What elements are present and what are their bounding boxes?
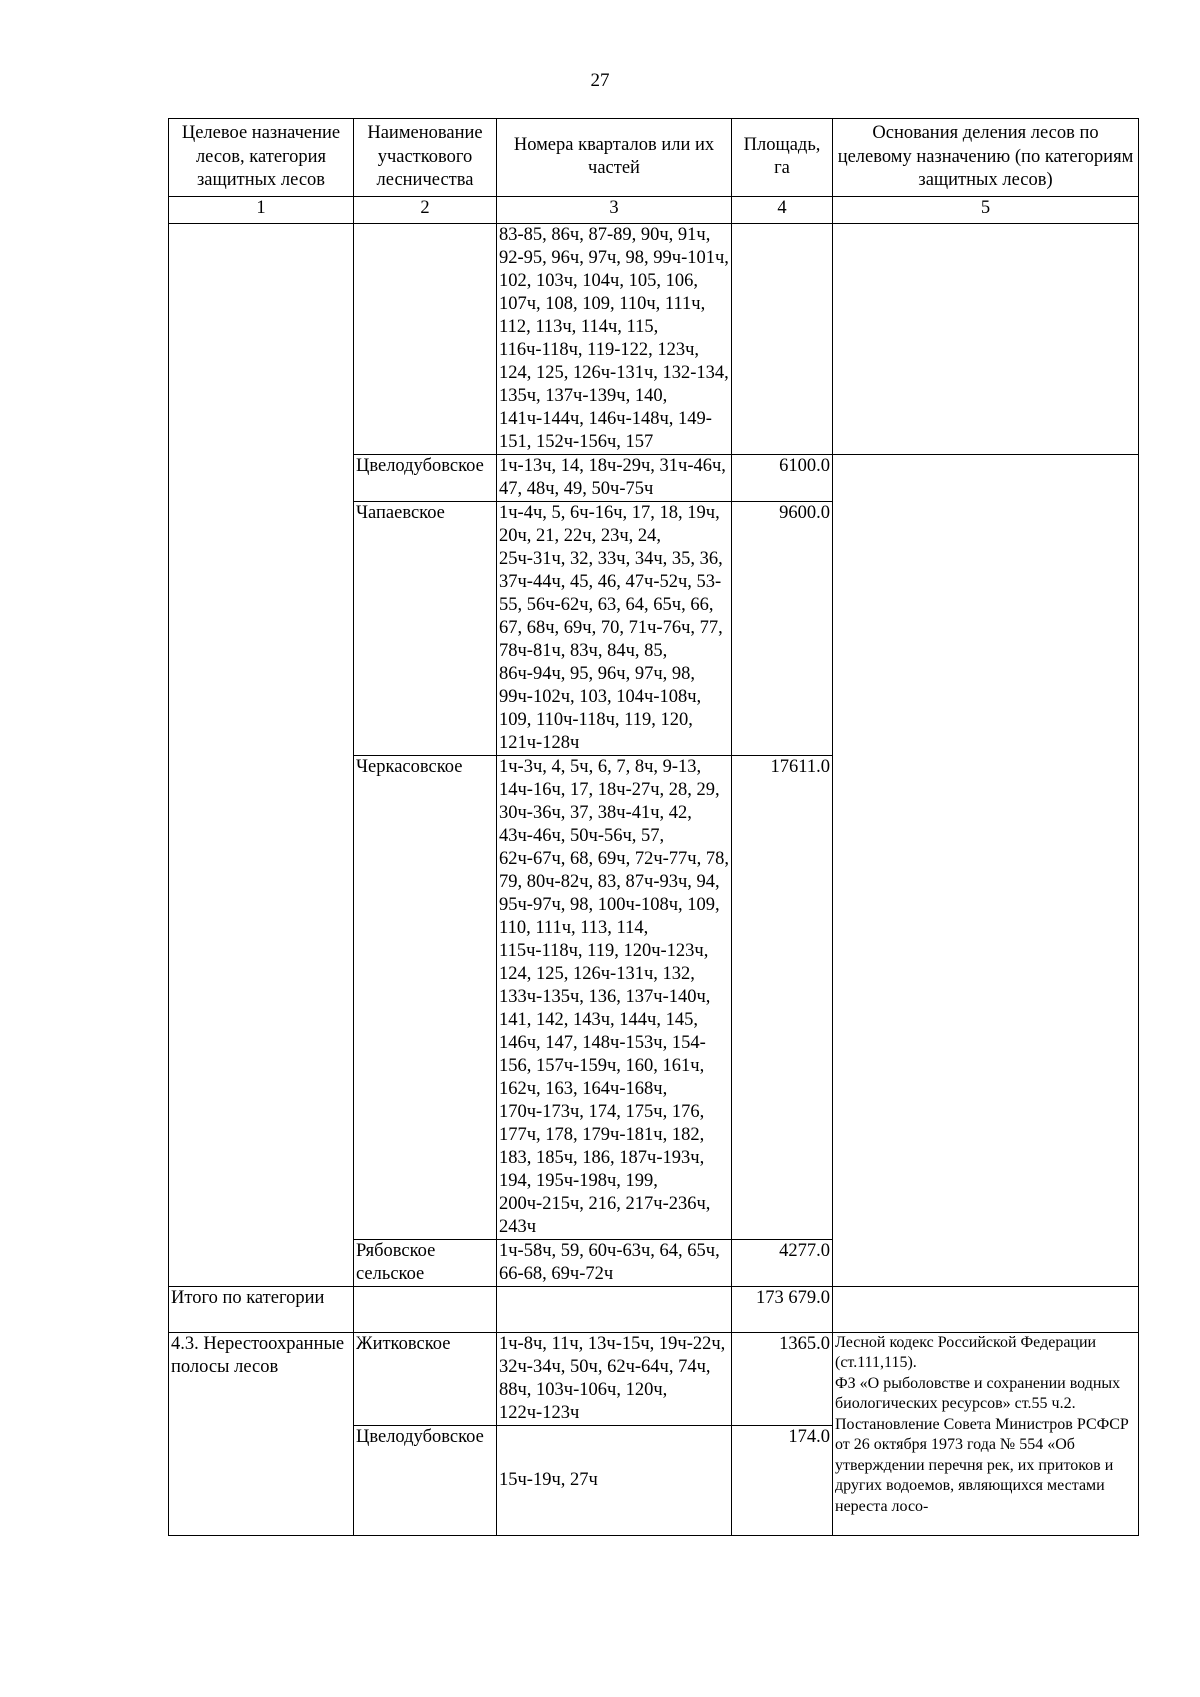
- total-area: 173 679.0: [732, 1286, 833, 1332]
- table-row: [169, 223, 1139, 454]
- quarters-cell: 1ч-8ч, 11ч, 13ч-15ч, 19ч-22ч, 32ч-34ч, 50ч, 62ч-64ч, 74ч, 88ч, 103ч-106ч, 120ч, 122ч-123ч: [497, 1332, 732, 1425]
- header-quarters: Номера кварталов или их частей: [497, 119, 732, 197]
- quarters-cell: [497, 1286, 732, 1332]
- basis-line: Постановление Совета Министров РСФСР от 26 октября 1973 года № 554 «Об утверждении перечня рек, их притоков и других водоемов, являющихся местами нереста лосо-: [835, 1415, 1129, 1515]
- forestry-cell: [354, 1286, 497, 1332]
- total-row: [169, 1286, 1139, 1332]
- area-cell: 17611.0: [732, 755, 833, 1239]
- column-number-row: [169, 196, 1139, 223]
- quarters-cell: 83-85, 86ч, 87-89, 90ч, 91ч, 92-95, 96ч, 97ч, 98, 99ч-101ч, 102, 103ч, 104ч, 105, 106, 107ч, 108, 109, 110ч, 111ч, 112, 113ч, 114ч, 115, 116ч-118ч, 119-122, 123ч, 124, 125, 126ч-131ч, 132-134, 135ч, 137ч-139ч, 140, 141ч-144ч, 146ч-148ч, 149-151, 152ч-156ч, 157: [497, 223, 732, 454]
- quarters-cell: 1ч-3ч, 4, 5ч, 6, 7, 8ч, 9-13, 14ч-16ч, 17, 18ч-27ч, 28, 29, 30ч-36ч, 37, 38ч-41ч, 42, 43ч-46ч, 50ч-56ч, 57, 62ч-67ч, 68, 69ч, 72ч-77ч, 78, 79, 80ч-82ч, 83, 87ч-93ч, 94, 95ч-97ч, 98, 100ч-108ч, 109, 110, 111ч, 113, 114, 115ч-118ч, 119, 120ч-123ч, 124, 125, 126ч-131ч, 132, 133ч-135ч, 136, 137ч-140ч, 141, 142, 143ч, 144ч, 145, 146ч, 147, 148ч-153ч, 154-156, 157ч-159ч, 160, 161ч, 162ч, 163, 164ч-168ч, 170ч-173ч, 174, 175ч, 176, 177ч, 178, 179ч-181ч, 182, 183, 185ч, 186, 187ч-193ч, 194, 195ч-198ч, 199, 200ч-215ч, 216, 217ч-236ч, 243ч: [497, 755, 732, 1239]
- forestry-cell: Житковское: [354, 1332, 497, 1425]
- header-purpose: Целевое назначение лесов, категория защитных лесов: [169, 119, 354, 197]
- basis-cell: [833, 223, 1139, 454]
- quarters-cell: 1ч-13ч, 14, 18ч-29ч, 31ч-46ч, 47, 48ч, 49, 50ч-75ч: [497, 454, 732, 501]
- area-cell: [732, 223, 833, 454]
- basis-cell: [833, 454, 1139, 1286]
- forestry-cell: Цвелодубовское: [354, 454, 497, 501]
- page-number: 27: [590, 70, 610, 91]
- area-cell: 9600.0: [732, 501, 833, 755]
- forestry-cell: Рябовское сельское: [354, 1239, 497, 1286]
- column-number: 4: [732, 196, 833, 223]
- quarters-cell: 1ч-58ч, 59, 60ч-63ч, 64, 65ч, 66-68, 69ч-72ч: [497, 1239, 732, 1286]
- basis-line: ФЗ «О рыболовстве и сохранении водных биологических ресурсов» ст.55 ч.2.: [835, 1374, 1121, 1412]
- area-cell: 174.0: [732, 1425, 833, 1535]
- area-cell: 4277.0: [732, 1239, 833, 1286]
- quarters-cell: 15ч-19ч, 27ч: [497, 1425, 732, 1535]
- basis-cell: [833, 1286, 1139, 1332]
- column-number: 2: [354, 196, 497, 223]
- forestry-cell: Чапаевское: [354, 501, 497, 755]
- forestry-cell: Цвелодубовское: [354, 1425, 497, 1535]
- quarters-cell: 1ч-4ч, 5, 6ч-16ч, 17, 18, 19ч, 20ч, 21, 22ч, 23ч, 24, 25ч-31ч, 32, 33ч, 34ч, 35, 36, 37ч-44ч, 45, 46, 47ч-52ч, 53-55, 56ч-62ч, 63, 64, 65ч, 66, 67, 68ч, 69ч, 70, 71ч-76ч, 77, 78ч-81ч, 83ч, 84ч, 85, 86ч-94ч, 95, 96ч, 97ч, 98, 99ч-102ч, 103, 104ч-108ч, 109, 110ч-118ч, 119, 120, 121ч-128ч: [497, 501, 732, 755]
- basis-cell: [833, 1332, 1139, 1535]
- table-row: [169, 1332, 1139, 1425]
- total-label: Итого по категории: [169, 1286, 354, 1332]
- header-row: [169, 119, 1139, 197]
- column-number: 5: [833, 196, 1139, 223]
- area-cell: 6100.0: [732, 454, 833, 501]
- basis-line: Лесной кодекс Российской Федерации (ст.111,115).: [835, 1333, 1097, 1371]
- column-number: 3: [497, 196, 732, 223]
- forestry-cell: Черкасовское: [354, 755, 497, 1239]
- forest-purpose-table: [168, 118, 1139, 1536]
- category-cell: 4.3. Нерестоохранные полосы лесов: [169, 1332, 354, 1535]
- purpose-cell: [169, 223, 354, 1286]
- header-forestry: Наименование участкового лесничества: [354, 119, 497, 197]
- forestry-cell: [354, 223, 497, 454]
- area-cell: 1365.0: [732, 1332, 833, 1425]
- header-basis: Основания деления лесов по целевому назначению (по категориям защитных лесов): [833, 119, 1139, 197]
- header-area: Площадь, га: [732, 119, 833, 197]
- column-number: 1: [169, 196, 354, 223]
